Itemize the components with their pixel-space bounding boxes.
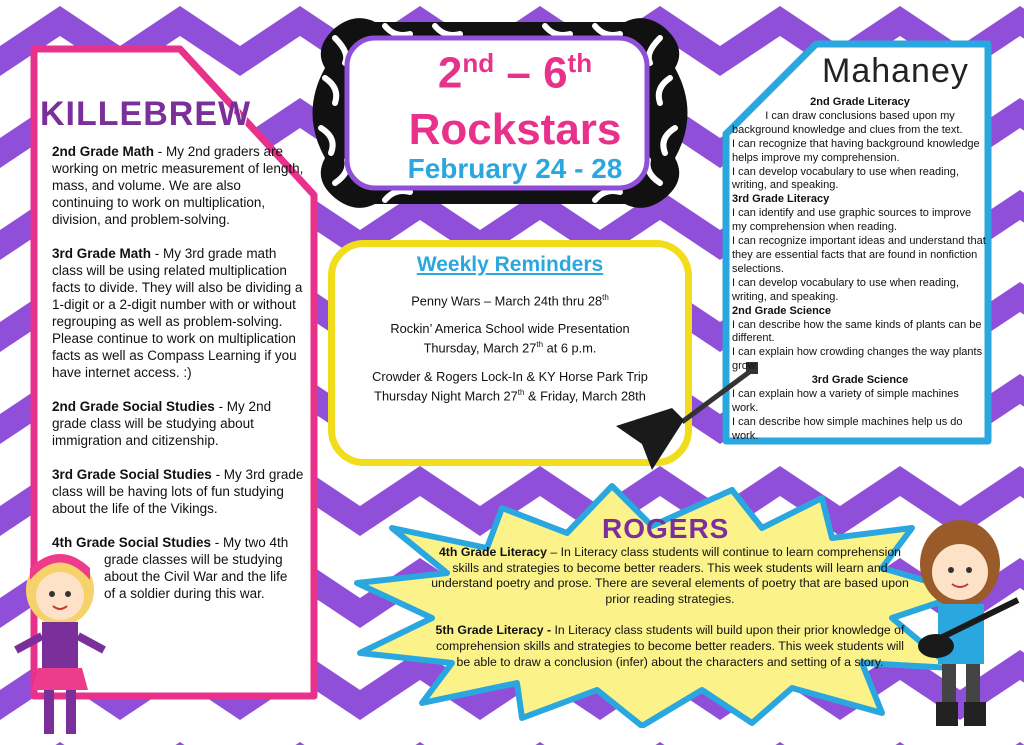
mahaney-line: 2nd Grade Science (732, 304, 832, 317)
title-grades: 2nd – 6th (437, 48, 593, 98)
mahaney-line: I can identify and use graphic sources to improve my comprehension when reading. (732, 207, 972, 234)
mahaney-line: I can explain how a variety of simple machines work. (732, 388, 959, 414)
killebrew-section: 4th Grade Social Studies - My two 4th grade classes will be studying about the Civil War and the life of a soldier during this war. (52, 535, 289, 601)
killebrew-text (52, 143, 304, 602)
reminder-item: Crowder & Rogers Lock-In & KY Horse Park Trip Thursday Night March 27th & Friday, March 28th (372, 368, 648, 403)
reminder-item: Penny Wars – March 24th thru 28th (411, 293, 609, 309)
mahaney-title: Mahaney (822, 52, 969, 90)
rogers-title: ROGERS (602, 513, 730, 544)
mahaney-line: I can describe how simple machines help us do work. (732, 415, 963, 442)
mahaney-line: I can draw conclusions based upon my (765, 109, 955, 122)
rocker-boy-icon (900, 508, 1022, 740)
reminder-item: Rockin’ America School wide Presentation Thursday, March 27th at 6 p.m. (390, 321, 630, 356)
title-dates: February 24 - 28 (407, 153, 623, 184)
mahaney-line: I can explain how crowding changes the way plants grow. (732, 346, 983, 373)
killebrew-section: 3rd Grade Social Studies - My 3rd grade class will be having lots of fun studying about the life of the Vikings. (52, 467, 304, 516)
killebrew-section: 2nd Grade Math - My 2nd graders are working on metric measurement of length, mass, and volume. We are also continuing to work on multiplication, division, and problem-solving. (52, 144, 304, 227)
title-name: Rockstars (408, 105, 622, 154)
mahaney-line: I can recognize important ideas and understand that they are essential facts that are found in nonfiction selections. (732, 235, 986, 275)
reminders-title: Weekly Reminders (416, 253, 604, 276)
mahaney-line: I can develop vocabulary to use when reading, writing, and speaking. (732, 276, 959, 303)
killebrew-title: KILLEBREW (40, 95, 252, 133)
rogers-paragraph: 5th Grade Literacy - In Literacy class students will build upon their prior knowledge of comprehension skills and strategies to become better readers. This week students will be able to draw a conclusion (infer) about the characters and setting of a story. (435, 623, 905, 669)
mahaney-line: 2nd Grade Literacy (810, 96, 910, 108)
killebrew-section: 2nd Grade Social Studies - My 2nd grade class will be studying about immigration and citizenship. (52, 399, 272, 448)
mahaney-line: background knowledge and clues from the text. (732, 123, 963, 136)
rogers-paragraph: 4th Grade Literacy – In Literacy class students will continue to learn comprehension skills and strategies to become better readers. This week students will learn and understand poetry and prose. There are several elements of poetry that are based upon prior reading strategies. (431, 545, 909, 606)
mahaney-line: I can recognize that having background knowledge helps improve my comprehension. (732, 137, 980, 164)
mahaney-line: I can describe how the same kinds of plants can be different. (732, 318, 982, 345)
mahaney-line: I can develop vocabulary to use when reading, writing, and speaking. (732, 165, 959, 192)
mahaney-line: 3rd Grade Science (811, 374, 909, 387)
killebrew-section: 3rd Grade Math - My 3rd grade math class will be using related multiplication facts to divide. They will also be dividing a 1-digit or a 2-digit number with or without regrouping as well as problem-solving. Please continue to work on multiplication facts as well as Compass Learning if you have internet access. :) (52, 246, 303, 380)
reminders-text (340, 290, 680, 416)
mahaney-line: 3rd Grade Literacy (732, 193, 830, 206)
mahaney-text (732, 96, 988, 444)
rogers-text (430, 545, 910, 686)
